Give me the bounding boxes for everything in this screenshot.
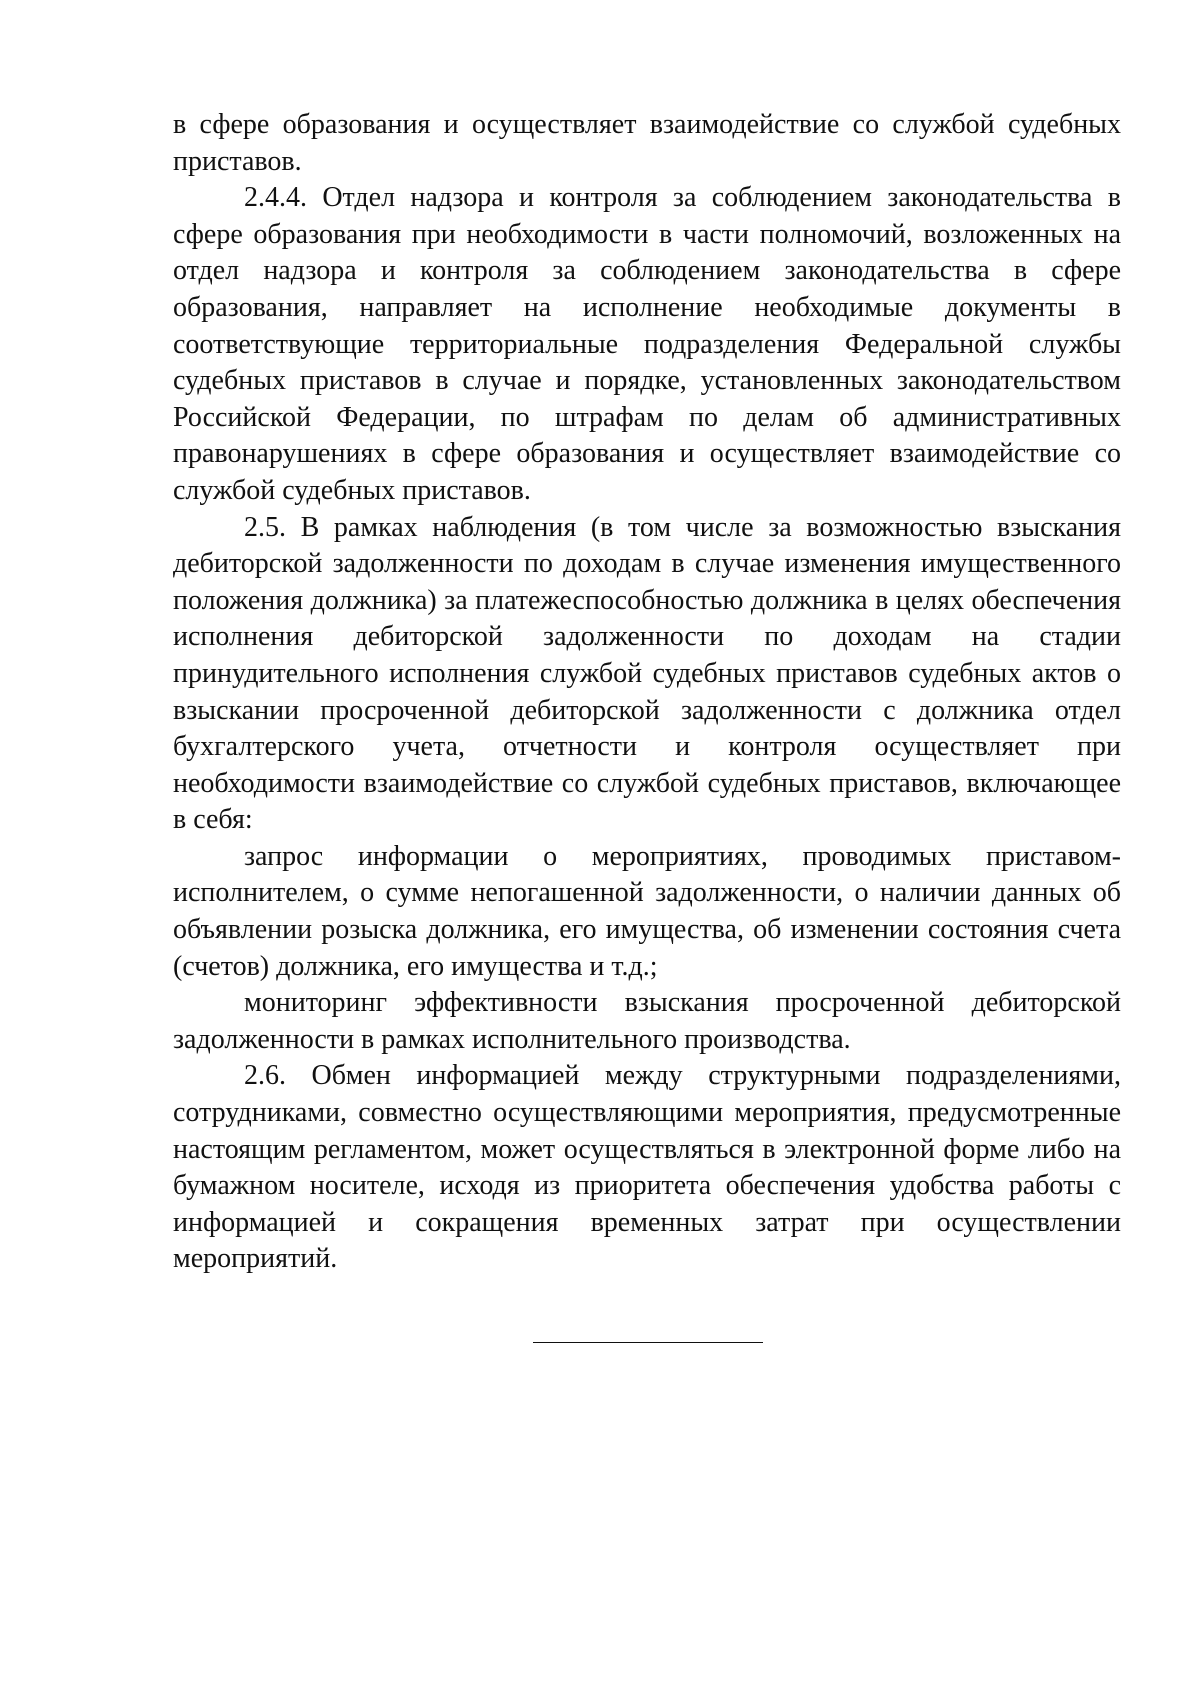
paragraph-2-5-item-monitoring: мониторинг эффективности взыскания просроченной дебиторской задолженности в рамках исполнительного производства. [173, 987, 1121, 1055]
document-body [173, 107, 1121, 1278]
paragraph-2-6: 2.6. Обмен информацией между структурными подразделениями, сотрудниками, совместно осуществляющими мероприятия, предусмотренные настоящим регламентом, может осуществляться в электронной форме либо на бумажном носителе, исходя из приоритета обеспечения удобства работы с информацией и сокращения временных затрат при осуществлении мероприятий. [173, 1060, 1121, 1275]
end-of-document-rule [533, 1342, 763, 1343]
paragraph-2-5: 2.5. В рамках наблюдения (в том числе за возможностью взыскания дебиторской задолженности по доходам в случае изменения имущественного положения должника) за платежеспособностью должника в целях обеспечения исполнения дебиторской задолженности по доходам на стадии принудительного исполнения службой судебных приставов судебных актов о взыскании просроченной дебиторской задолженности с должника отдел бухгалтерского учета, отчетности и контроля осуществляет при необходимости взаимодействие со службой судебных приставов, включающее в себя: [173, 511, 1121, 836]
paragraph-2-4-4: 2.4.4. Отдел надзора и контроля за соблюдением законодательства в сфере образования при необходимости в части полномочий, возложенных на отдел надзора и контроля за соблюдением законодательства в сфере образования, направляет на исполнение необходимые документы в соответствующие территориальные подразделения Федеральной службы судебных приставов в случае и порядке, установленных законодательством Российской Федерации, по штрафам по делам об административных правонарушениях в сфере образования и осуществляет взаимодействие со службой судебных приставов. [173, 182, 1121, 506]
paragraph-continuation: в сфере образования и осуществляет взаимодействие со службой судебных приставов. [173, 109, 1121, 177]
paragraph-2-5-item-request: запрос информации о мероприятиях, проводимых приставом-исполнителем, о сумме непогашенной задолженности, о наличии данных об объявлении розыска должника, его имущества, об изменении состояния счета (счетов) должника, его имущества и т.д.; [173, 840, 1121, 982]
